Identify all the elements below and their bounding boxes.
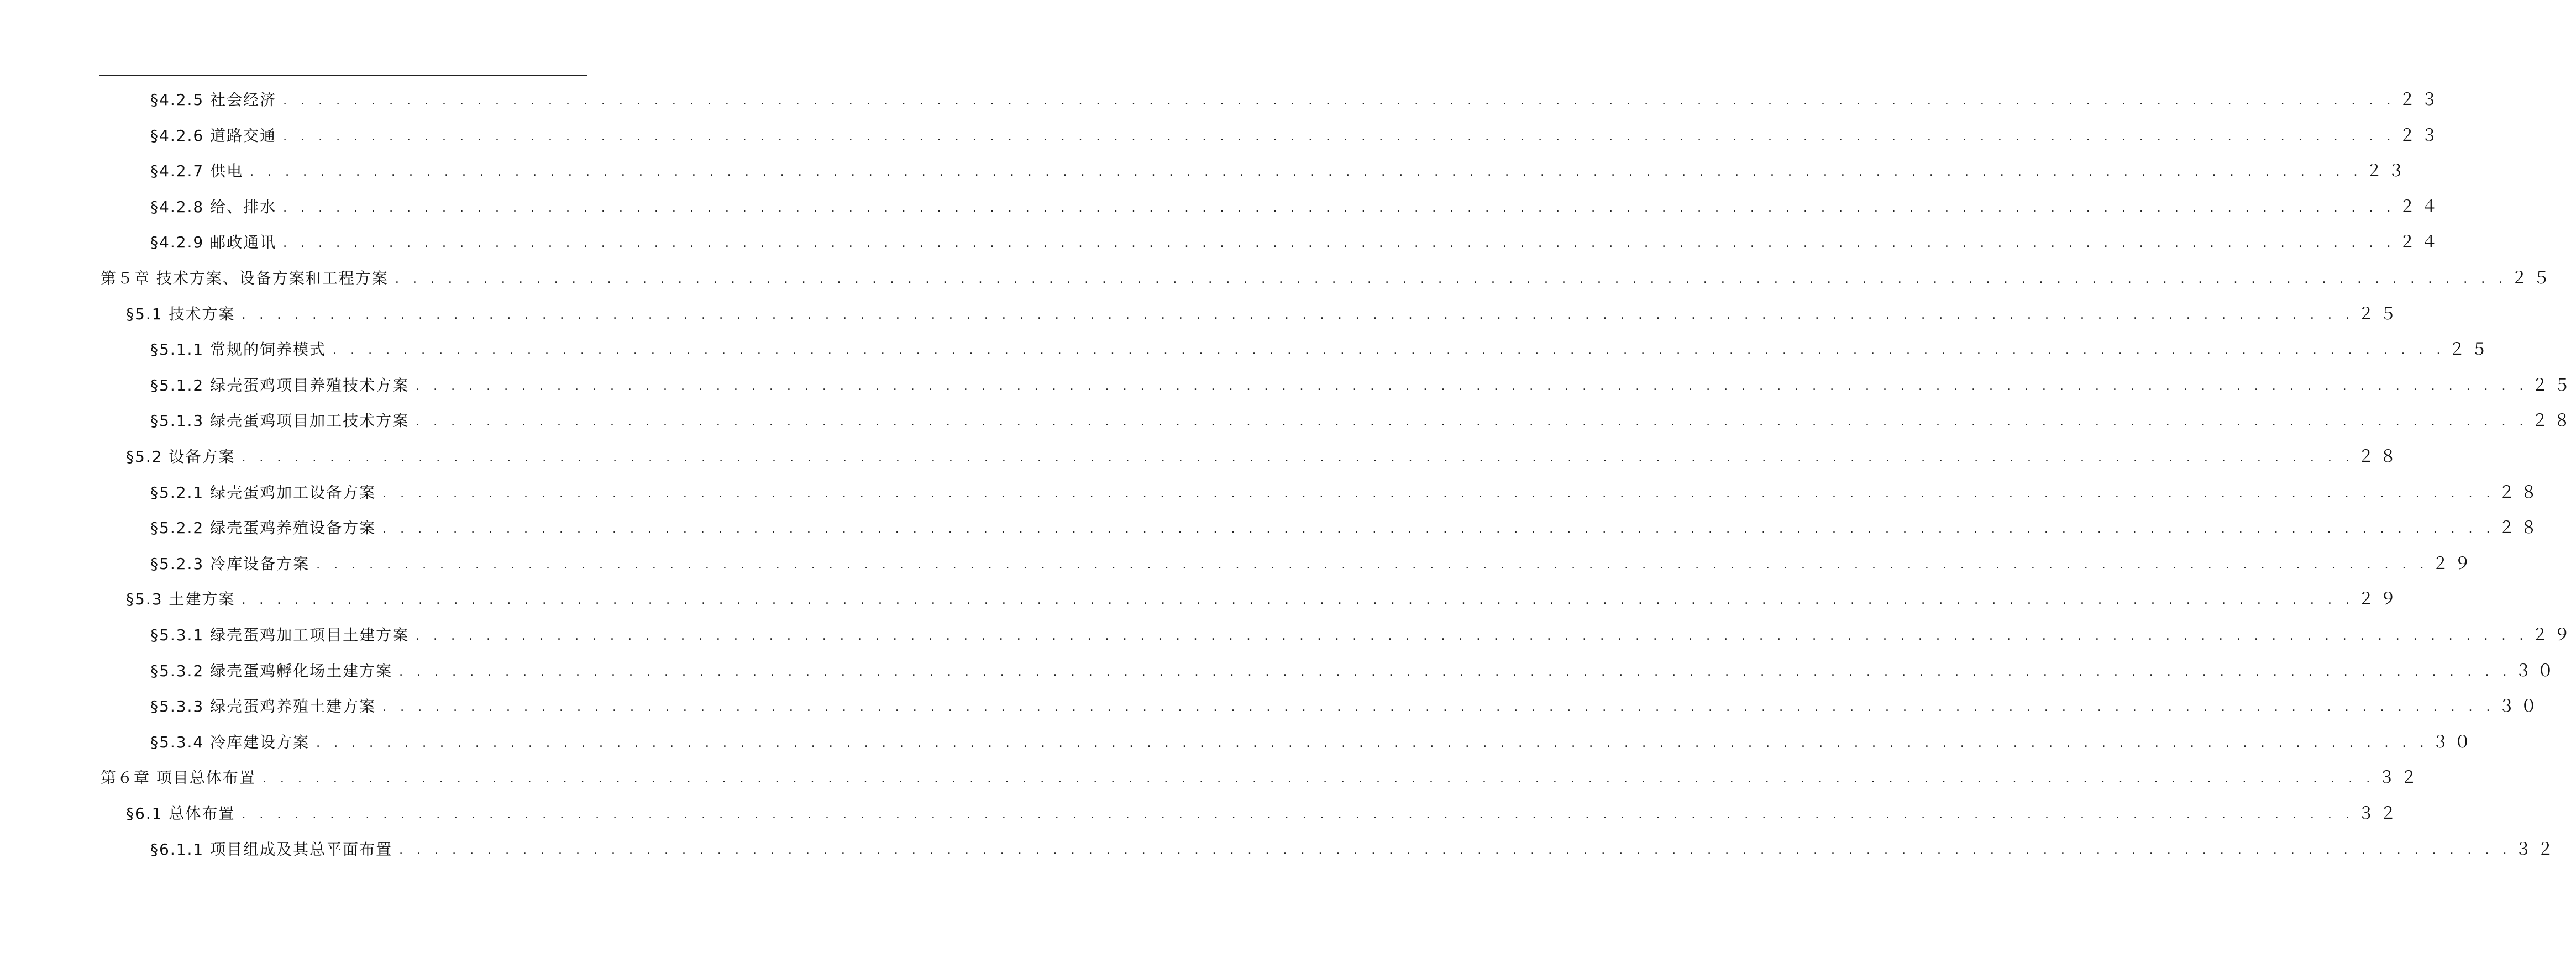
toc-entry-label: §5.2 设备方案 — [126, 447, 235, 466]
toc-entry-row — [150, 228, 2443, 257]
toc-dot-leader: . . . . . . . . . . . . . . . . . . . . . . . . . . . . . . . . . . . . . . . . . . . . . . . . . . . . . . . . . . . . . . . . . . . . . . . . . . . . . . . . . . . . . . . . . . . . . . . . . . . . . . . . . . . . . . . . . . . . . . . . — [333, 344, 2446, 358]
toc-entry-page-number: ２４ — [2399, 233, 2443, 252]
toc-entry-row — [150, 193, 2443, 222]
toc-entry-row — [150, 335, 2493, 364]
toc-dot-leader: . . . . . . . . . . . . . . . . . . . . . . . . . . . . . . . . . . . . . . . . . . . . . . . . . . . . . . . . . . . . . . . . . . . . . . . . . . . . . . . . . . . . . . . . . . . . . . . . . . . . . . . . . . . . . . . . . . . . . . . . — [382, 522, 2495, 536]
toc-entry-label: §5.3.3 绿壳蛋鸡养殖土建方案 — [150, 697, 376, 716]
toc-entry-label: §6.1 总体布置 — [126, 804, 235, 823]
toc-dot-leader: . . . . . . . . . . . . . . . . . . . . . . . . . . . . . . . . . . . . . . . . . . . . . . . . . . . . . . . . . . . . . . . . . . . . . . . . . . . . . . . . . . . . . . . . . . . . . . . . . . . . . . . . . . . . . . . . . . . . . . . . — [399, 665, 2512, 679]
toc-dot-leader: . . . . . . . . . . . . . . . . . . . . . . . . . . . . . . . . . . . . . . . . . . . . . . . . . . . . . . . . . . . . . . . . . . . . . . . . . . . . . . . . . . . . . . . . . . . . . . . . . . . . . . . . . . . . . . . . . . . . . . . . — [399, 843, 2512, 857]
toc-entry-label: §4.2.5 社会经济 — [150, 91, 277, 109]
toc-entry-label: §5.3.4 冷库建设方案 — [150, 733, 310, 751]
toc-entry-page-number: ３０ — [2498, 697, 2543, 717]
toc-entry[interactable] — [0, 443, 2402, 471]
toc-entry[interactable] — [0, 763, 2423, 792]
toc-entry[interactable] — [0, 550, 2477, 578]
toc-entry-row — [150, 550, 2477, 578]
toc-entry-row — [101, 264, 2556, 293]
toc-dot-leader: . . . . . . . . . . . . . . . . . . . . . . . . . . . . . . . . . . . . . . . . . . . . . . . . . . . . . . . . . . . . . . . . . . . . . . . . . . . . . . . . . . . . . . . . . . . . . . . . . . . . . . . . . . . . . . . . . . . . . . . . — [262, 772, 2375, 786]
toc-entry-label: §4.2.8 给、排水 — [150, 197, 277, 216]
toc-entry-row — [150, 514, 2543, 543]
toc-dot-leader: . . . . . . . . . . . . . . . . . . . . . . . . . . . . . . . . . . . . . . . . . . . . . . . . . . . . . . . . . . . . . . . . . . . . . . . . . . . . . . . . . . . . . . . . . . . . . . . . . . . . . . . . . . . . . . . . . . . . . . . . — [382, 701, 2495, 715]
toc-entry[interactable] — [0, 514, 2543, 543]
toc-entry[interactable] — [0, 157, 2410, 186]
toc-dot-leader: . . . . . . . . . . . . . . . . . . . . . . . . . . . . . . . . . . . . . . . . . . . . . . . . . . . . . . . . . . . . . . . . . . . . . . . . . . . . . . . . . . . . . . . . . . . . . . . . . . . . . . . . . . . . . . . . . . . . . . . . — [316, 557, 2429, 572]
toc-entry-label: §4.2.6 道路交通 — [150, 126, 277, 145]
toc-entry-label: §5.3.1 绿壳蛋鸡加工项目土建方案 — [150, 626, 410, 644]
toc-entry[interactable] — [0, 585, 2402, 614]
toc-dot-leader: . . . . . . . . . . . . . . . . . . . . . . . . . . . . . . . . . . . . . . . . . . . . . . . . . . . . . . . . . . . . . . . . . . . . . . . . . . . . . . . . . . . . . . . . . . . . . . . . . . . . . . . . . . . . . . . . . . . . . . . . — [416, 415, 2528, 429]
toc-entry-page-number: ２４ — [2399, 197, 2443, 217]
toc-entry-page-number: ２９ — [2531, 625, 2576, 645]
toc-entry[interactable] — [0, 335, 2493, 364]
toc-entry-row — [126, 585, 2402, 614]
toc-entry-page-number: ３２ — [2357, 804, 2402, 823]
toc-dot-leader: . . . . . . . . . . . . . . . . . . . . . . . . . . . . . . . . . . . . . . . . . . . . . . . . . . . . . . . . . . . . . . . . . . . . . . . . . . . . . . . . . . . . . . . . . . . . . . . . . . . . . . . . . . . . . . . . . . . . . . . . — [250, 165, 2363, 180]
toc-entry[interactable] — [0, 478, 2543, 507]
toc-entry-page-number: ２８ — [2498, 518, 2543, 538]
toc-dot-leader: . . . . . . . . . . . . . . . . . . . . . . . . . . . . . . . . . . . . . . . . . . . . . . . . . . . . . . . . . . . . . . . . . . . . . . . . . . . . . . . . . . . . . . . . . . . . . . . . . . . . . . . . . . . . . . . . . . . . . . . . — [416, 379, 2528, 393]
toc-entry-label: §5.1.3 绿壳蛋鸡项目加工技术方案 — [150, 412, 410, 430]
toc-entry-page-number: ２３ — [2399, 125, 2443, 145]
toc-dot-leader: . . . . . . . . . . . . . . . . . . . . . . . . . . . . . . . . . . . . . . . . . . . . . . . . . . . . . . . . . . . . . . . . . . . . . . . . . . . . . . . . . . . . . . . . . . . . . . . . . . . . . . . . . . . . . . . . . . . . . . . . — [242, 308, 2354, 322]
toc-entry-row — [150, 407, 2576, 435]
toc-entry-page-number: ３０ — [2432, 732, 2477, 752]
toc-entry-page-number: ２８ — [2357, 447, 2402, 466]
toc-entry-row — [150, 835, 2559, 864]
toc-dot-leader: . . . . . . . . . . . . . . . . . . . . . . . . . . . . . . . . . . . . . . . . . . . . . . . . . . . . . . . . . . . . . . . . . . . . . . . . . . . . . . . . . . . . . . . . . . . . . . . . . . . . . . . . . . . . . . . . . . . . . . . . — [242, 593, 2354, 608]
toc-entry-label: §5.1.1 常规的饲养模式 — [150, 340, 327, 359]
toc-entry-page-number: ２５ — [2448, 340, 2493, 360]
toc-entry-row — [150, 657, 2559, 686]
toc-entry[interactable] — [0, 86, 2443, 114]
toc-entry[interactable] — [0, 193, 2443, 222]
toc-entry-page-number: ３０ — [2515, 661, 2559, 681]
toc-entry-page-number: ３２ — [2378, 768, 2423, 788]
toc-entry-label: 第５章 技术方案、设备方案和工程方案 — [101, 269, 389, 287]
toc-entry[interactable] — [0, 122, 2443, 150]
toc-entry-label: §5.1.2 绿壳蛋鸡项目养殖技术方案 — [150, 376, 410, 394]
toc-entry-page-number: ２３ — [2399, 90, 2443, 109]
toc-entry-row — [150, 371, 2576, 400]
toc-entry-label: §5.3 土建方案 — [126, 590, 235, 609]
toc-entry-label: §5.1 技术方案 — [126, 304, 235, 323]
toc-entry-page-number: ２５ — [2511, 268, 2556, 288]
toc-dot-leader: . . . . . . . . . . . . . . . . . . . . . . . . . . . . . . . . . . . . . . . . . . . . . . . . . . . . . . . . . . . . . . . . . . . . . . . . . . . . . . . . . . . . . . . . . . . . . . . . . . . . . . . . . . . . . . . . . . . . . . . . — [242, 808, 2354, 821]
toc-dot-leader: . . . . . . . . . . . . . . . . . . . . . . . . . . . . . . . . . . . . . . . . . . . . . . . . . . . . . . . . . . . . . . . . . . . . . . . . . . . . . . . . . . . . . . . . . . . . . . . . . . . . . . . . . . . . . . . . . . . . . . . . — [283, 201, 2396, 215]
toc-entry[interactable] — [0, 264, 2556, 293]
toc-entry-page-number: ２３ — [2365, 161, 2410, 181]
toc-entry-row — [126, 300, 2402, 329]
toc-entry[interactable] — [0, 300, 2402, 329]
toc-entry-label: 第６章 项目总体布置 — [101, 768, 256, 787]
toc-dot-leader: . . . . . . . . . . . . . . . . . . . . . . . . . . . . . . . . . . . . . . . . . . . . . . . . . . . . . . . . . . . . . . . . . . . . . . . . . . . . . . . . . . . . . . . . . . . . . . . . . . . . . . . . . . . . . . . . . . . . . . . . — [283, 129, 2396, 144]
toc-entry-row — [150, 692, 2543, 721]
toc-entry-row — [150, 478, 2543, 507]
toc-entry[interactable] — [0, 228, 2443, 257]
toc-entry-label: §4.2.9 邮政通讯 — [150, 233, 277, 252]
toc-entry-page-number: ２５ — [2531, 375, 2576, 395]
toc-dot-leader: . . . . . . . . . . . . . . . . . . . . . . . . . . . . . . . . . . . . . . . . . . . . . . . . . . . . . . . . . . . . . . . . . . . . . . . . . . . . . . . . . . . . . . . . . . . . . . . . . . . . . . . . . . . . . . . . . . . . . . . . — [242, 451, 2354, 465]
toc-entry-label: §4.2.7 供电 — [150, 162, 244, 181]
toc-entry-row — [126, 799, 2402, 828]
toc-entry-page-number: ２８ — [2531, 411, 2576, 431]
toc-entry[interactable] — [0, 799, 2402, 828]
toc-entry-row — [150, 122, 2443, 150]
toc-entry[interactable] — [0, 371, 2576, 400]
toc-entry[interactable] — [0, 728, 2477, 757]
toc-entry[interactable] — [0, 692, 2543, 721]
toc-entry-page-number: ２９ — [2357, 589, 2402, 609]
toc-dot-leader: . . . . . . . . . . . . . . . . . . . . . . . . . . . . . . . . . . . . . . . . . . . . . . . . . . . . . . . . . . . . . . . . . . . . . . . . . . . . . . . . . . . . . . . . . . . . . . . . . . . . . . . . . . . . . . . . . . . . . . . . — [416, 629, 2528, 643]
toc-entry-page-number: ３２ — [2515, 839, 2559, 859]
toc-dot-leader: . . . . . . . . . . . . . . . . . . . . . . . . . . . . . . . . . . . . . . . . . . . . . . . . . . . . . . . . . . . . . . . . . . . . . . . . . . . . . . . . . . . . . . . . . . . . . . . . . . . . . . . . . . . . . . . . . . . . . . . . — [283, 94, 2396, 108]
toc-entry-row — [101, 763, 2423, 792]
toc-entry-page-number: ２８ — [2498, 482, 2543, 502]
toc-entry-row — [150, 728, 2477, 757]
toc-entry-label: §6.1.1 项目组成及其总平面布置 — [150, 840, 393, 859]
toc-entry[interactable] — [0, 621, 2576, 650]
toc-entry-page-number: ２５ — [2357, 304, 2402, 324]
toc-entry-label: §5.2.3 冷库设备方案 — [150, 554, 310, 573]
toc-dot-leader: . . . . . . . . . . . . . . . . . . . . . . . . . . . . . . . . . . . . . . . . . . . . . . . . . . . . . . . . . . . . . . . . . . . . . . . . . . . . . . . . . . . . . . . . . . . . . . . . . . . . . . . . . . . . . . . . . . . . . . . . — [382, 486, 2495, 501]
toc-dot-leader: . . . . . . . . . . . . . . . . . . . . . . . . . . . . . . . . . . . . . . . . . . . . . . . . . . . . . . . . . . . . . . . . . . . . . . . . . . . . . . . . . . . . . . . . . . . . . . . . . . . . . . . . . . . . . . . . . . . . . . . . — [316, 736, 2429, 750]
toc-entry-label: §5.2.1 绿壳蛋鸡加工设备方案 — [150, 483, 376, 502]
toc-entry-row — [150, 157, 2410, 186]
toc-entry-label: §5.2.2 绿壳蛋鸡养殖设备方案 — [150, 519, 376, 538]
toc-dot-leader: . . . . . . . . . . . . . . . . . . . . . . . . . . . . . . . . . . . . . . . . . . . . . . . . . . . . . . . . . . . . . . . . . . . . . . . . . . . . . . . . . . . . . . . . . . . . . . . . . . . . . . . . . . . . . . . . . . . . . . . . — [395, 272, 2508, 286]
toc-dot-leader: . . . . . . . . . . . . . . . . . . . . . . . . . . . . . . . . . . . . . . . . . . . . . . . . . . . . . . . . . . . . . . . . . . . . . . . . . . . . . . . . . . . . . . . . . . . . . . . . . . . . . . . . . . . . . . . . . . . . . . . . — [283, 236, 2396, 251]
toc-entry[interactable] — [0, 657, 2559, 686]
toc-entry-row — [150, 621, 2576, 650]
toc-entry[interactable] — [0, 835, 2559, 864]
toc-entry-label: §5.3.2 绿壳蛋鸡孵化场土建方案 — [150, 661, 393, 680]
toc-entry-page-number: ２９ — [2432, 554, 2477, 573]
toc-entry-row — [126, 443, 2402, 471]
toc-entry[interactable] — [0, 407, 2576, 435]
toc-entry-row — [150, 86, 2443, 114]
